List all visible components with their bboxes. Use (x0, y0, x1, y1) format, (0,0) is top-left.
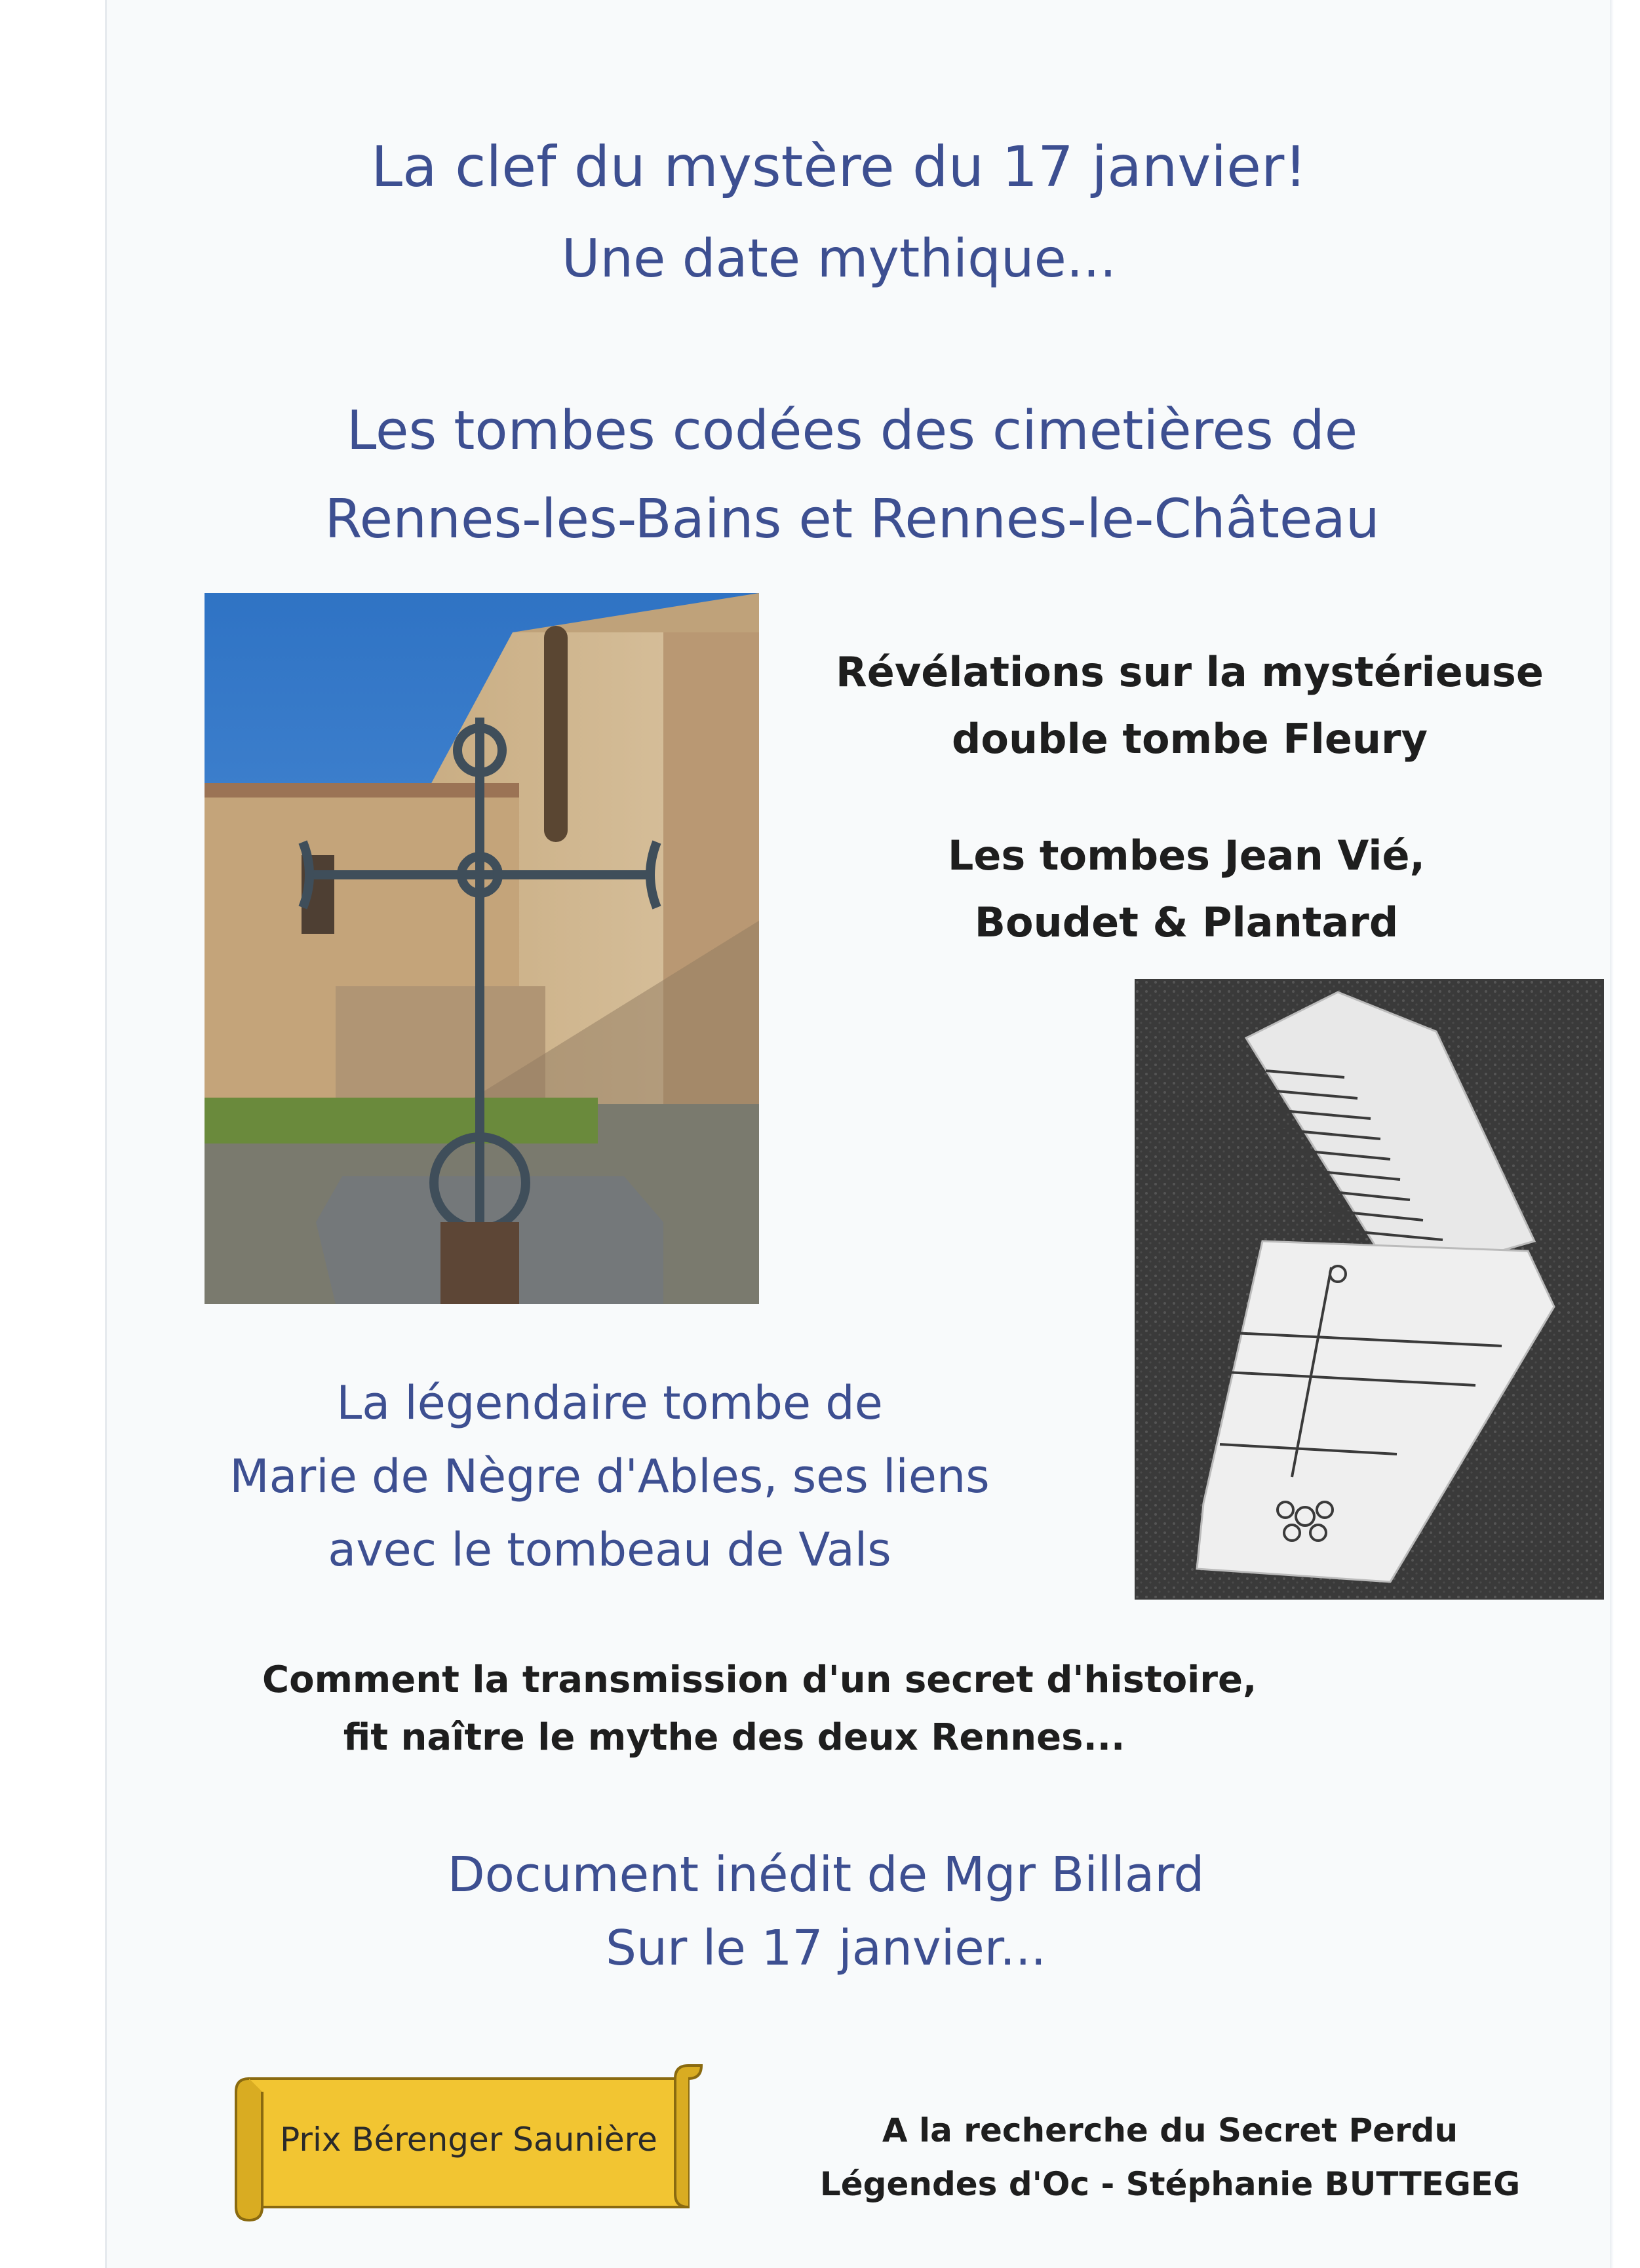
revelations-line2: double tombe Fleury (951, 715, 1428, 763)
billard-block (341, 1838, 1311, 1985)
legendaire-line2: Marie de Nègre d'Ables, ses liens (229, 1450, 990, 1503)
tombstone-photo (1135, 979, 1604, 1600)
transmission-line1: Comment la transmission d'un secret d'histoire, (262, 1659, 1257, 1701)
headline (197, 118, 1481, 216)
legendaire-line1: La légendaire tombe de (336, 1376, 883, 1430)
church-cross-photo (205, 593, 759, 1304)
revelations-line1: Révélations sur la mystérieuse (836, 648, 1544, 696)
church-cross-illustration (205, 593, 759, 1304)
tombes-title-line1: Les tombes codées des cimetières de (346, 400, 1358, 462)
billard-line1: Document inédit de Mgr Billard (447, 1847, 1205, 1903)
jean-vie-block (806, 822, 1567, 956)
tombes-title-line2: Rennes-les-Bains et Rennes-le-Château (324, 488, 1380, 550)
tombstone-illustration (1135, 979, 1604, 1600)
credits-block (760, 2104, 1580, 2211)
billard-line2: Sur le 17 janvier... (606, 1920, 1046, 1976)
transmission-line2: fit naître le mythe des deux Rennes... (343, 1716, 1125, 1759)
credit-line1: A la recherche du Secret Perdu (882, 2111, 1458, 2149)
revelations-block (767, 639, 1612, 773)
jean-vie-line2: Boudet & Plantard (974, 898, 1399, 946)
transmission-block (262, 1651, 1257, 1767)
subtitle (197, 216, 1481, 301)
prize-label: Prix Bérenger Saunière (280, 2121, 657, 2159)
legendaire-line3: avec le tombeau de Vals (328, 1523, 891, 1577)
tombes-title (170, 387, 1534, 564)
credit-line2: Légendes d'Oc - Stéphanie BUTTEGEG (819, 2165, 1521, 2203)
sheet-edge (1610, 0, 1614, 2268)
subtitle-text: Une date mythique... (561, 228, 1117, 289)
jean-vie-line1: Les tombes Jean Vié, (947, 832, 1426, 879)
legendaire-block (144, 1366, 1075, 1586)
headline-title: La clef du mystère du 17 janvier! (371, 134, 1307, 200)
